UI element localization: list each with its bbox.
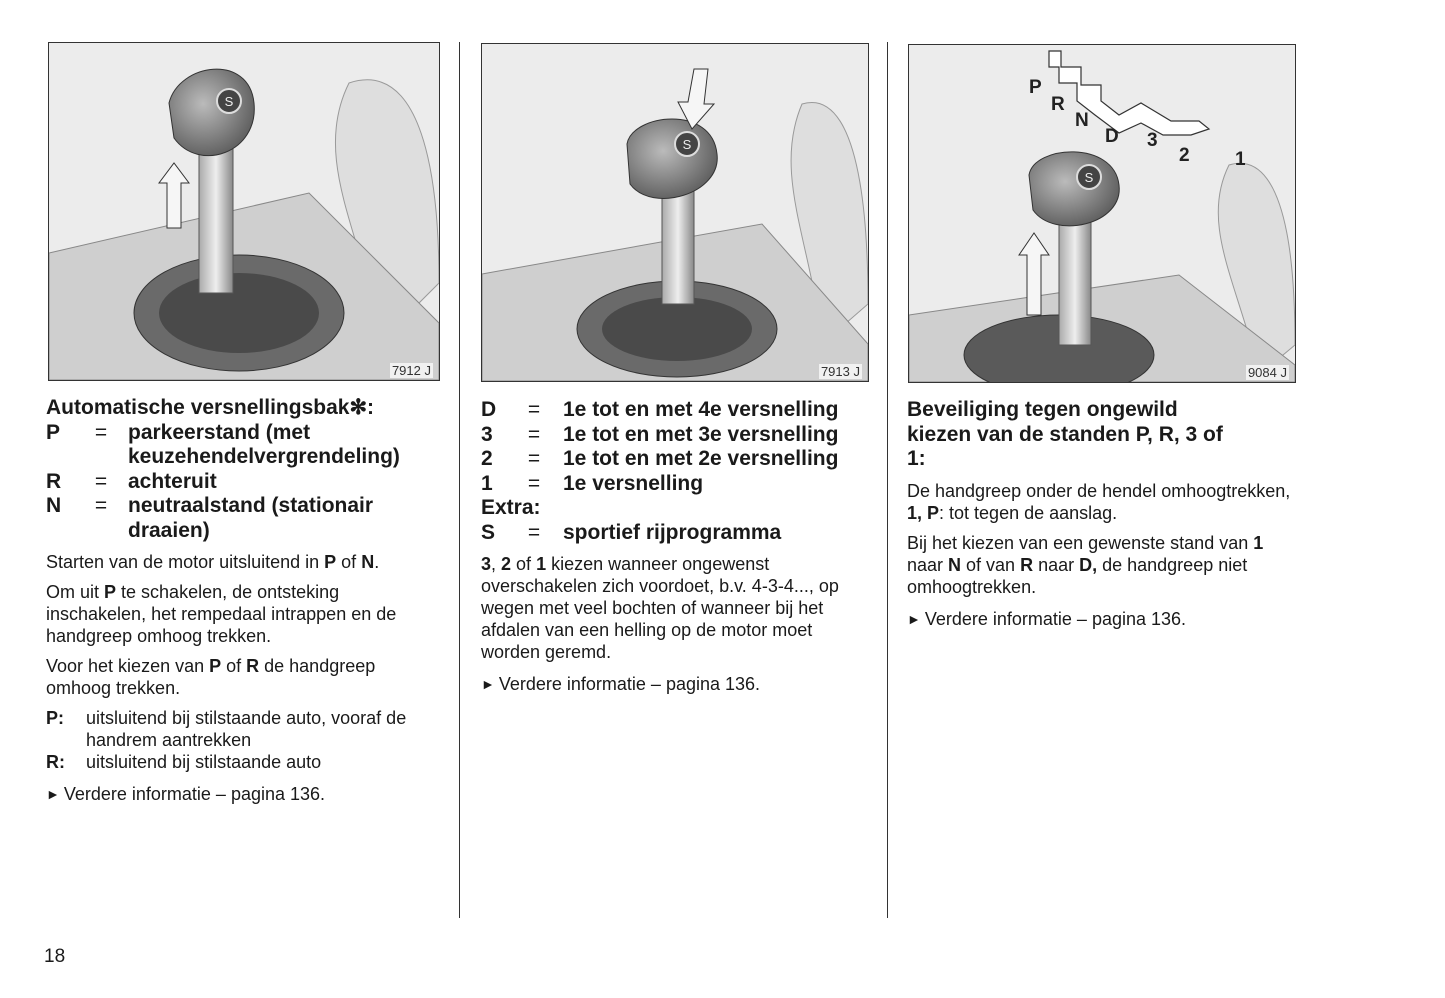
triangle-right-icon: ► xyxy=(481,676,495,692)
definition-row: 2 = 1e tot en met 2e versnelling xyxy=(481,447,839,470)
figure-code: 9084 J xyxy=(1247,365,1287,380)
selector-lever-illustration xyxy=(49,43,439,380)
paragraph-gear-selection: 3, 2 of 1 kiezen wanneer ongewenst overschakelen zich voordoet, b.v. 4-3-4..., op wegen met veel bochten of wanneer bij het afdalen van een helling op de motor moet worden geremd. xyxy=(481,554,839,662)
column-1 xyxy=(46,396,441,805)
definition-row-sport: S = sportief rijprogramma xyxy=(481,520,782,544)
sport-button-illustration xyxy=(482,44,868,381)
gate-label-3: 3 xyxy=(1147,130,1158,151)
column-2 xyxy=(481,398,866,695)
section-heading: Beveiliging tegen ongewild kiezen van de standen P, R, 3 of 1: xyxy=(907,398,1223,470)
definition-row: P = parkeerstand (met keuzehendelvergrendeling) xyxy=(46,420,400,468)
p-r-notes xyxy=(46,707,441,773)
knob-s-label: S xyxy=(224,94,234,109)
figure-sport-button xyxy=(481,43,869,382)
triangle-right-icon: ► xyxy=(46,786,60,802)
figure-gate-pattern xyxy=(908,44,1296,383)
paragraph-select-p-r: Voor het kiezen van P of R de handgreep omhoog trekken. xyxy=(46,656,376,698)
paragraph-pull-handle: De handgreep onder de hendel omhoogtrekken, 1, P: tot tegen de aanslag. xyxy=(907,480,1291,523)
definition-row: 1 = 1e versnelling xyxy=(481,471,704,495)
figure-code: 7912 J xyxy=(391,363,431,378)
paragraph-shift-from-p: Om uit P te schakelen, de ontsteking inschakelen, het rempedaal intrappen en de handgreep omhoog trekken. xyxy=(46,582,397,646)
extra-label: Extra: xyxy=(481,496,541,519)
gate-label-p: P xyxy=(1029,77,1042,98)
definition-row: N = neutraalstand (stationair draaien) xyxy=(46,494,374,542)
column-divider-1 xyxy=(459,42,460,918)
knob-s-label: S xyxy=(1084,170,1094,185)
note-row: R: uitsluitend bij stilstaande auto xyxy=(46,752,322,772)
triangle-right-icon: ► xyxy=(907,610,921,627)
gate-label-1: 1 xyxy=(1235,149,1246,170)
column-3 xyxy=(907,398,1297,630)
column-divider-2 xyxy=(887,42,888,918)
more-info-link[interactable]: ► Verdere informatie – pagina 136. xyxy=(46,784,326,804)
gate-label-r: R xyxy=(1051,94,1065,115)
gate-label-n: N xyxy=(1075,110,1089,131)
position-definitions xyxy=(46,421,441,544)
figure-code: 7913 J xyxy=(820,364,860,379)
page-number: 18 xyxy=(44,946,66,967)
gate-label-d: D xyxy=(1105,126,1119,147)
section-heading: Automatische versnellingsbak✻: xyxy=(46,396,375,419)
note-row: P: uitsluitend bij stilstaande auto, vooraf de handrem aantrekken xyxy=(46,708,407,750)
definition-row: R = achteruit xyxy=(46,469,217,493)
more-info-link[interactable]: ► Verdere informatie – pagina 136. xyxy=(907,608,1187,629)
figure-selector-lever-pull xyxy=(48,42,440,381)
paragraph-start-engine: Starten van de motor uitsluitend in P of N. xyxy=(46,552,380,572)
definition-row: D = 1e tot en met 4e versnelling xyxy=(481,398,839,421)
knob-s-label: S xyxy=(682,137,692,152)
paragraph-no-pull: Bij het kiezen van een gewenste stand van 1 naar N of van R naar D, de handgreep niet omhoogtrekken. xyxy=(907,532,1264,597)
more-info-link[interactable]: ► Verdere informatie – pagina 136. xyxy=(481,674,761,694)
optional-equipment-mark: ✻: xyxy=(349,396,375,419)
gear-definitions xyxy=(481,398,866,545)
gate-pattern-illustration xyxy=(909,45,1295,382)
gate-label-2: 2 xyxy=(1179,145,1190,166)
definition-row: 3 = 1e tot en met 3e versnelling xyxy=(481,422,839,446)
